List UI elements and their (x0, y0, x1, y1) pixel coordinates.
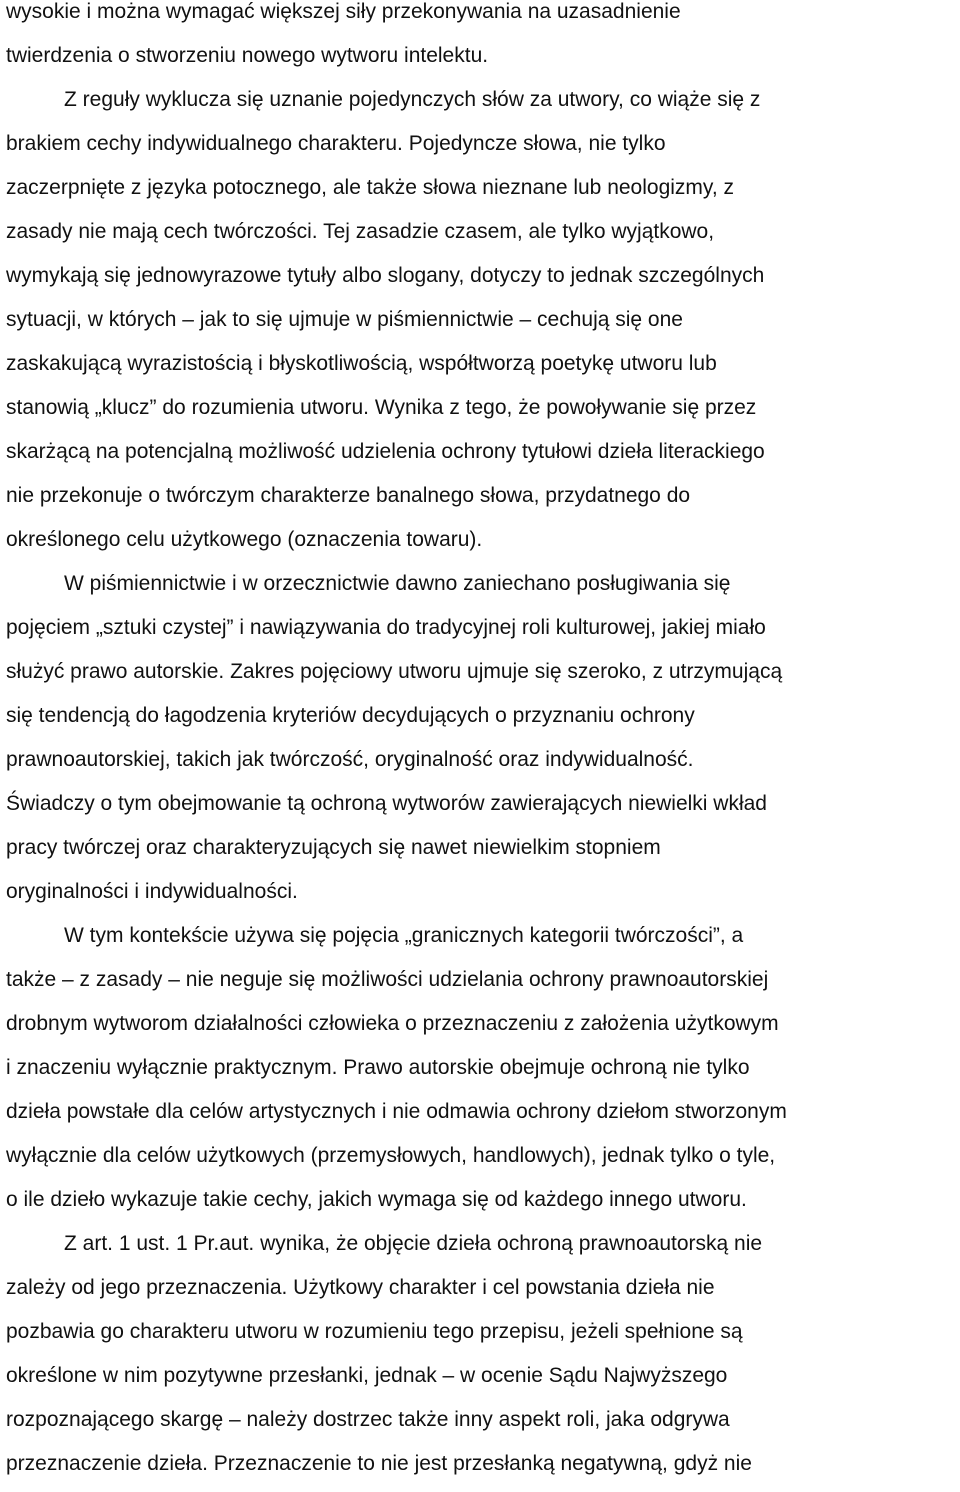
text-line: określone w nim pozytywne przesłanki, jednak – w ocenie Sądu Najwyższego (6, 1364, 728, 1387)
text-line: zależy od jego przeznaczenia. Użytkowy charakter i cel powstania dzieła nie (6, 1276, 715, 1299)
text-line: zaczerpnięte z języka potocznego, ale także słowa nieznane lub neologizmy, z (6, 176, 735, 199)
text-line: wysokie i można wymagać większej siły przekonywania na uzasadnienie (6, 0, 681, 23)
text-line: także – z zasady – nie neguje się możliwości udzielania ochrony prawnoautorskiej (6, 968, 769, 991)
text-line: Świadczy o tym obejmowanie tą ochroną wytworów zawierających niewielki wkład (6, 792, 767, 815)
text-line: i znaczeniu wyłącznie praktycznym. Prawo autorskie obejmuje ochroną nie tylko (6, 1056, 750, 1079)
text-line: przeznaczenie dzieła. Przeznaczenie to nie jest przesłanką negatywną, gdyż nie (6, 1452, 752, 1475)
text-line: prawnoautorskiej, takich jak twórczość, oryginalność oraz indywidualność. (6, 748, 694, 771)
text-line: się tendencją do łagodzenia kryteriów decydujących o przyznaniu ochrony (6, 704, 695, 727)
text-line: twierdzenia o stworzeniu nowego wytworu intelektu. (6, 44, 489, 67)
text-line: sytuacji, w których – jak to się ujmuje w piśmiennictwie – cechują się one (6, 308, 683, 331)
text-line: brakiem cechy indywidualnego charakteru. Pojedyncze słowa, nie tylko (6, 132, 666, 155)
text-line: rozpoznającego skargę – należy dostrzec także inny aspekt roli, jaka odgrywa (6, 1408, 730, 1431)
text-line: W piśmiennictwie i w orzecznictwie dawno zaniechano posługiwania się (64, 572, 731, 595)
text-line: drobnym wytworom działalności człowieka o przeznaczeniu z założenia użytkowym (6, 1012, 779, 1035)
text-line: Z reguły wyklucza się uznanie pojedynczych słów za utwory, co wiąże się z (64, 88, 761, 111)
text-line: pojęciem „sztuki czystej” i nawiązywania do tradycyjnej roli kulturowej, jakiej miało (6, 616, 766, 639)
text-line: wyłącznie dla celów użytkowych (przemysłowych, handlowych), jednak tylko o tyle, (6, 1144, 776, 1167)
text-line: zaskakującą wyrazistością i błyskotliwością, współtworzą poetykę utworu lub (6, 352, 717, 375)
text-line: służyć prawo autorskie. Zakres pojęciowy utworu ujmuje się szeroko, z utrzymującą (6, 660, 783, 683)
text-line: określonego celu użytkowego (oznaczenia towaru). (6, 528, 483, 551)
text-line: pozbawia go charakteru utworu w rozumieniu tego przepisu, jeżeli spełnione są (6, 1320, 743, 1343)
text-line: wymykają się jednowyrazowe tytuły albo slogany, dotyczy to jednak szczególnych (6, 264, 765, 287)
text-line: W tym kontekście używa się pojęcia „granicznych kategorii twórczości”, a (64, 924, 744, 947)
text-line: nie przekonuje o twórczym charakterze banalnego słowa, przydatnego do (6, 484, 691, 507)
text-line: dzieła powstałe dla celów artystycznych i nie odmawia ochrony dziełom stworzonym (6, 1100, 787, 1123)
text-line: zasady nie mają cech twórczości. Tej zasadzie czasem, ale tylko wyjątkowo, (6, 220, 715, 243)
text-line: skarżącą na potencjalną możliwość udzielenia ochrony tytułowi dzieła literackiego (6, 440, 765, 463)
text-line: Z art. 1 ust. 1 Pr.aut. wynika, że objęcie dzieła ochroną prawnoautorską nie (64, 1232, 763, 1255)
text-line: stanowią „klucz” do rozumienia utworu. Wynika z tego, że powoływanie się przez (6, 396, 757, 419)
text-line: oryginalności i indywidualności. (6, 880, 298, 903)
text-line: o ile dzieło wykazuje takie cechy, jakich wymaga się od każdego innego utworu. (6, 1188, 747, 1211)
text-line: pracy twórczej oraz charakteryzujących się nawet niewielkim stopniem (6, 836, 661, 859)
